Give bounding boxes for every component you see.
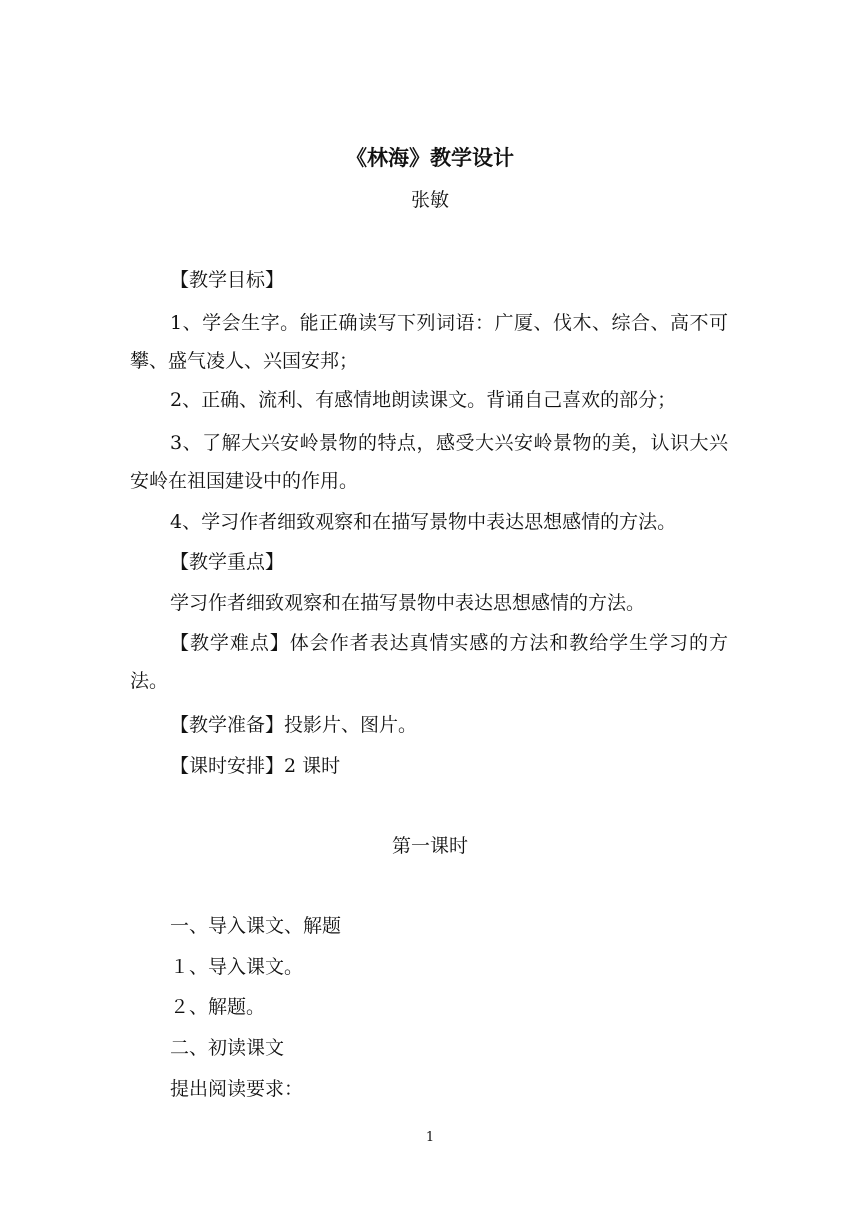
objective-item-4: 4、学习作者细致观察和在描写景物中表达思想感情的方法。 [170,511,677,533]
objective-item-2: 2、正确、流利、有感情地朗读课文。背诵自己喜欢的部分； [170,389,677,411]
key-points-heading: 【教学重点】 [170,551,285,573]
page-number: 1 [425,1130,435,1145]
objectives-heading: 【教学目标】 [170,269,285,291]
lesson-title: 第一课时 [391,835,468,857]
difficulty-paragraph: 【教学难点】体会作者表达真情实感的方法和教给学生学习的方法。 [130,632,728,692]
schedule-line: 【课时安排】2 课时 [170,755,341,777]
step-1-sub-2: ２、解题。 [170,996,266,1018]
step-1-heading: 一、导入课文、解题 [170,915,342,937]
objective-item-3: 3、了解大兴安岭景物的特点，感受大兴安岭景物的美，认识大兴安岭在祖国建设中的作用。 [130,432,728,492]
step-1-sub-1: １、导入课文。 [170,956,304,978]
objective-item-1: 1、学会生字。能正确读写下列词语：广厦、伐木、综合、高不可攀、盛气凌人、兴国安邦； [130,312,728,372]
step-2-heading: 二、初读课文 [170,1037,285,1059]
step-2-text: 提出阅读要求： [170,1078,304,1100]
author-name: 张敏 [410,189,449,211]
key-points-text: 学习作者细致观察和在描写景物中表达思想感情的方法。 [170,592,646,614]
preparation-line: 【教学准备】投影片、图片。 [170,714,418,736]
document-title: 《林海》教学设计 [346,145,514,170]
